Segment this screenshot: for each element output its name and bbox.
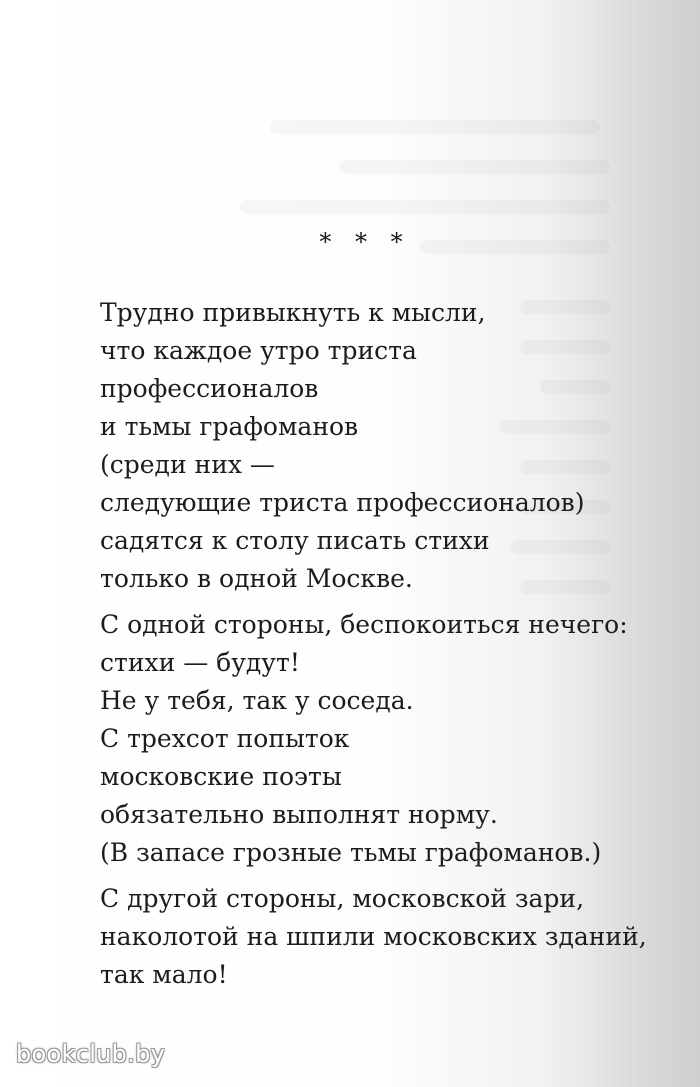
poem-line: Трудно привыкнуть к мысли, <box>100 298 486 327</box>
watermark: bookclub.by <box>16 1040 166 1068</box>
poem-line: профессионалов <box>100 374 319 403</box>
poem-line: следующие триста профессионалов) <box>100 488 585 517</box>
poem-line: С трехсот попыток <box>100 724 350 753</box>
poem-line: так мало! <box>100 960 228 989</box>
poem-line: (среди них — <box>100 450 275 479</box>
poem-separator: * * * <box>319 228 411 256</box>
poem-line: только в одной Москве. <box>100 564 413 593</box>
stanza-1 <box>100 294 585 598</box>
poem-line: московские поэты <box>100 762 342 791</box>
poem-line: (В запасе грозные тьмы графоманов.) <box>100 838 602 867</box>
poem-line: С другой стороны, московской зари, <box>100 884 585 913</box>
poem-line: Не у тебя, так у соседа. <box>100 686 414 715</box>
poem-line: что каждое утро триста <box>100 336 417 365</box>
poem-line: стихи — будут! <box>100 648 300 677</box>
poem-line: садятся к столу писать стихи <box>100 526 490 555</box>
stanza-3 <box>100 880 647 994</box>
poem-line: С одной стороны, беспокоиться нечего: <box>100 610 628 639</box>
poem-line: наколотой на шпили московских зданий, <box>100 922 647 951</box>
poem-line: и тьмы графоманов <box>100 412 359 441</box>
poem-line: обязательно выполнят норму. <box>100 800 498 829</box>
stanza-2 <box>100 606 628 872</box>
